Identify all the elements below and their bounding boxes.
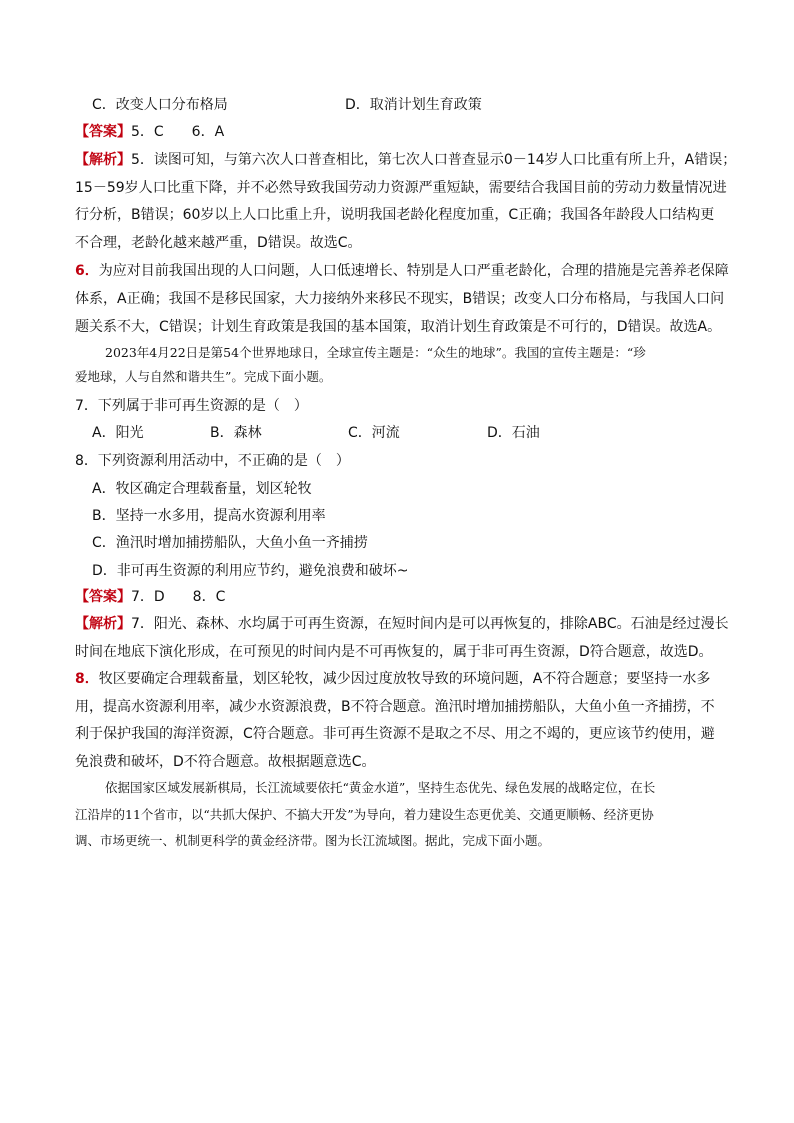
analysis-5-line-4: 不合理，老龄化越来越严重，D错误。故选C。 — [75, 235, 362, 251]
analysis-tag: 【解析】 — [75, 616, 131, 632]
analysis-8-line-4: 免浪费和破坏，D不符合题意。故根据题意选C。 — [75, 754, 376, 770]
analysis-6-line-3: 题关系不大，C错误；计划生育政策是我国的基本国策，取消计划生育政策是不可行的，D错误。故选A。 — [75, 319, 722, 335]
answer-tag: 【答案】 — [75, 124, 131, 140]
answer-text: 7．D 8．C — [131, 589, 226, 605]
intro-earth-day-line-1: 2023年4月22日是第54个世界地球日，全球宣传主题是：“众生的地球”。我国的宣传主题是：“珍 — [105, 345, 646, 360]
analysis-7-line-1 — [75, 614, 729, 634]
analysis-8-number: 8． — [75, 671, 99, 687]
analysis-tag: 【解析】 — [75, 152, 131, 168]
analysis-5-line-3: 行分析，B错误；60岁以上人口比重上升，说明我国老龄化程度加重，C正确；我国各年龄段人口结构更 — [75, 207, 715, 223]
intro-yangtze-line-2: 江沿岸的11个省市，以“共抓大保护、不搞大开发”为导向，着力建设生态更优美、交通更顺畅、经济更协 — [75, 807, 654, 822]
analysis-8-line-1 — [75, 669, 710, 689]
analysis-6-text: 为应对目前我国出现的人口问题，人口低速增长、特别是人口严重老龄化，合理的措施是完善养老保障 — [98, 263, 729, 279]
analysis-text: 5．读图可知，与第六次人口普查相比，第七次人口普查显示0－14岁人口比重有所上升，A错误； — [131, 152, 737, 168]
intro-earth-day-line-2: 爱地球，人与自然和谐共生”。完成下面小题。 — [75, 369, 332, 384]
intro-yangtze-line-1: 依据国家区域发展新棋局，长江流域要依托“黄金水道”，坚持生态优先、绿色发展的战略定位，在长 — [105, 780, 656, 795]
answer-tag: 【答案】 — [75, 589, 131, 605]
analysis-8-line-2: 用，提高水资源利用率，减少水资源浪费，B不符合题意。渔汛时增加捕捞船队，大鱼小鱼一齐捕捞，不 — [75, 699, 715, 715]
answer-row-7-8 — [75, 587, 225, 607]
analysis-text: 7．阳光、森林、水均属于可再生资源，在短时间内是可以再恢复的，排除ABC。石油是经过漫长 — [131, 616, 729, 632]
intro-yangtze-line-3: 调、市场更统一、机制更科学的黄金经济带。图为长江流域图。据此，完成下面小题。 — [75, 833, 551, 848]
q8-option-b: B．坚持一水多用，提高水资源利用率 — [92, 508, 326, 524]
q6-option-c: C．改变人口分布格局 — [92, 97, 228, 113]
analysis-6-line-1 — [75, 261, 729, 281]
analysis-6-number: 6． — [75, 263, 99, 279]
q7-option-b: B．森林 — [210, 425, 262, 441]
q6-option-d: D．取消计划生育政策 — [345, 97, 482, 113]
q7-stem: 7．下列属于非可再生资源的是（ ） — [75, 398, 308, 414]
analysis-6-line-2: 体系，A正确；我国不是移民国家，大力接纳外来移民不现实，B错误；改变人口分布格局，与我国人口问 — [75, 291, 725, 307]
q8-option-d: D．非可再生资源的利用应节约，避免浪费和破坏~ — [92, 563, 409, 579]
answer-text: 5．C 6．A — [131, 124, 225, 140]
q7-option-c: C．河流 — [348, 425, 400, 441]
q8-stem: 8．下列资源利用活动中，不正确的是（ ） — [75, 453, 350, 469]
q7-option-d: D．石油 — [487, 425, 540, 441]
q8-option-c: C．渔汛时增加捕捞船队，大鱼小鱼一齐捕捞 — [92, 535, 368, 551]
analysis-7-line-2: 时间在地底下演化形成，在可预见的时间内是不可再恢复的，属于非可再生资源，D符合题意，故选D。 — [75, 644, 713, 660]
analysis-5-line-1 — [75, 150, 736, 170]
analysis-5-line-2: 15－59岁人口比重下降，并不必然导致我国劳动力资源严重短缺，需要结合我国目前的劳动力数量情况进 — [75, 180, 727, 196]
q7-option-a: A．阳光 — [92, 425, 144, 441]
answer-row-5-6 — [75, 122, 224, 142]
q8-option-a: A．牧区确定合理载畜量，划区轮牧 — [92, 481, 312, 497]
analysis-8-text: 牧区要确定合理载畜量，划区轮牧，减少因过度放牧导致的环境问题，A不符合题意；要坚持一水多 — [98, 671, 711, 687]
analysis-8-line-3: 利于保护我国的海洋资源，C符合题意。非可再生资源不是取之不尽、用之不竭的，更应该节约使用，避 — [75, 726, 715, 742]
